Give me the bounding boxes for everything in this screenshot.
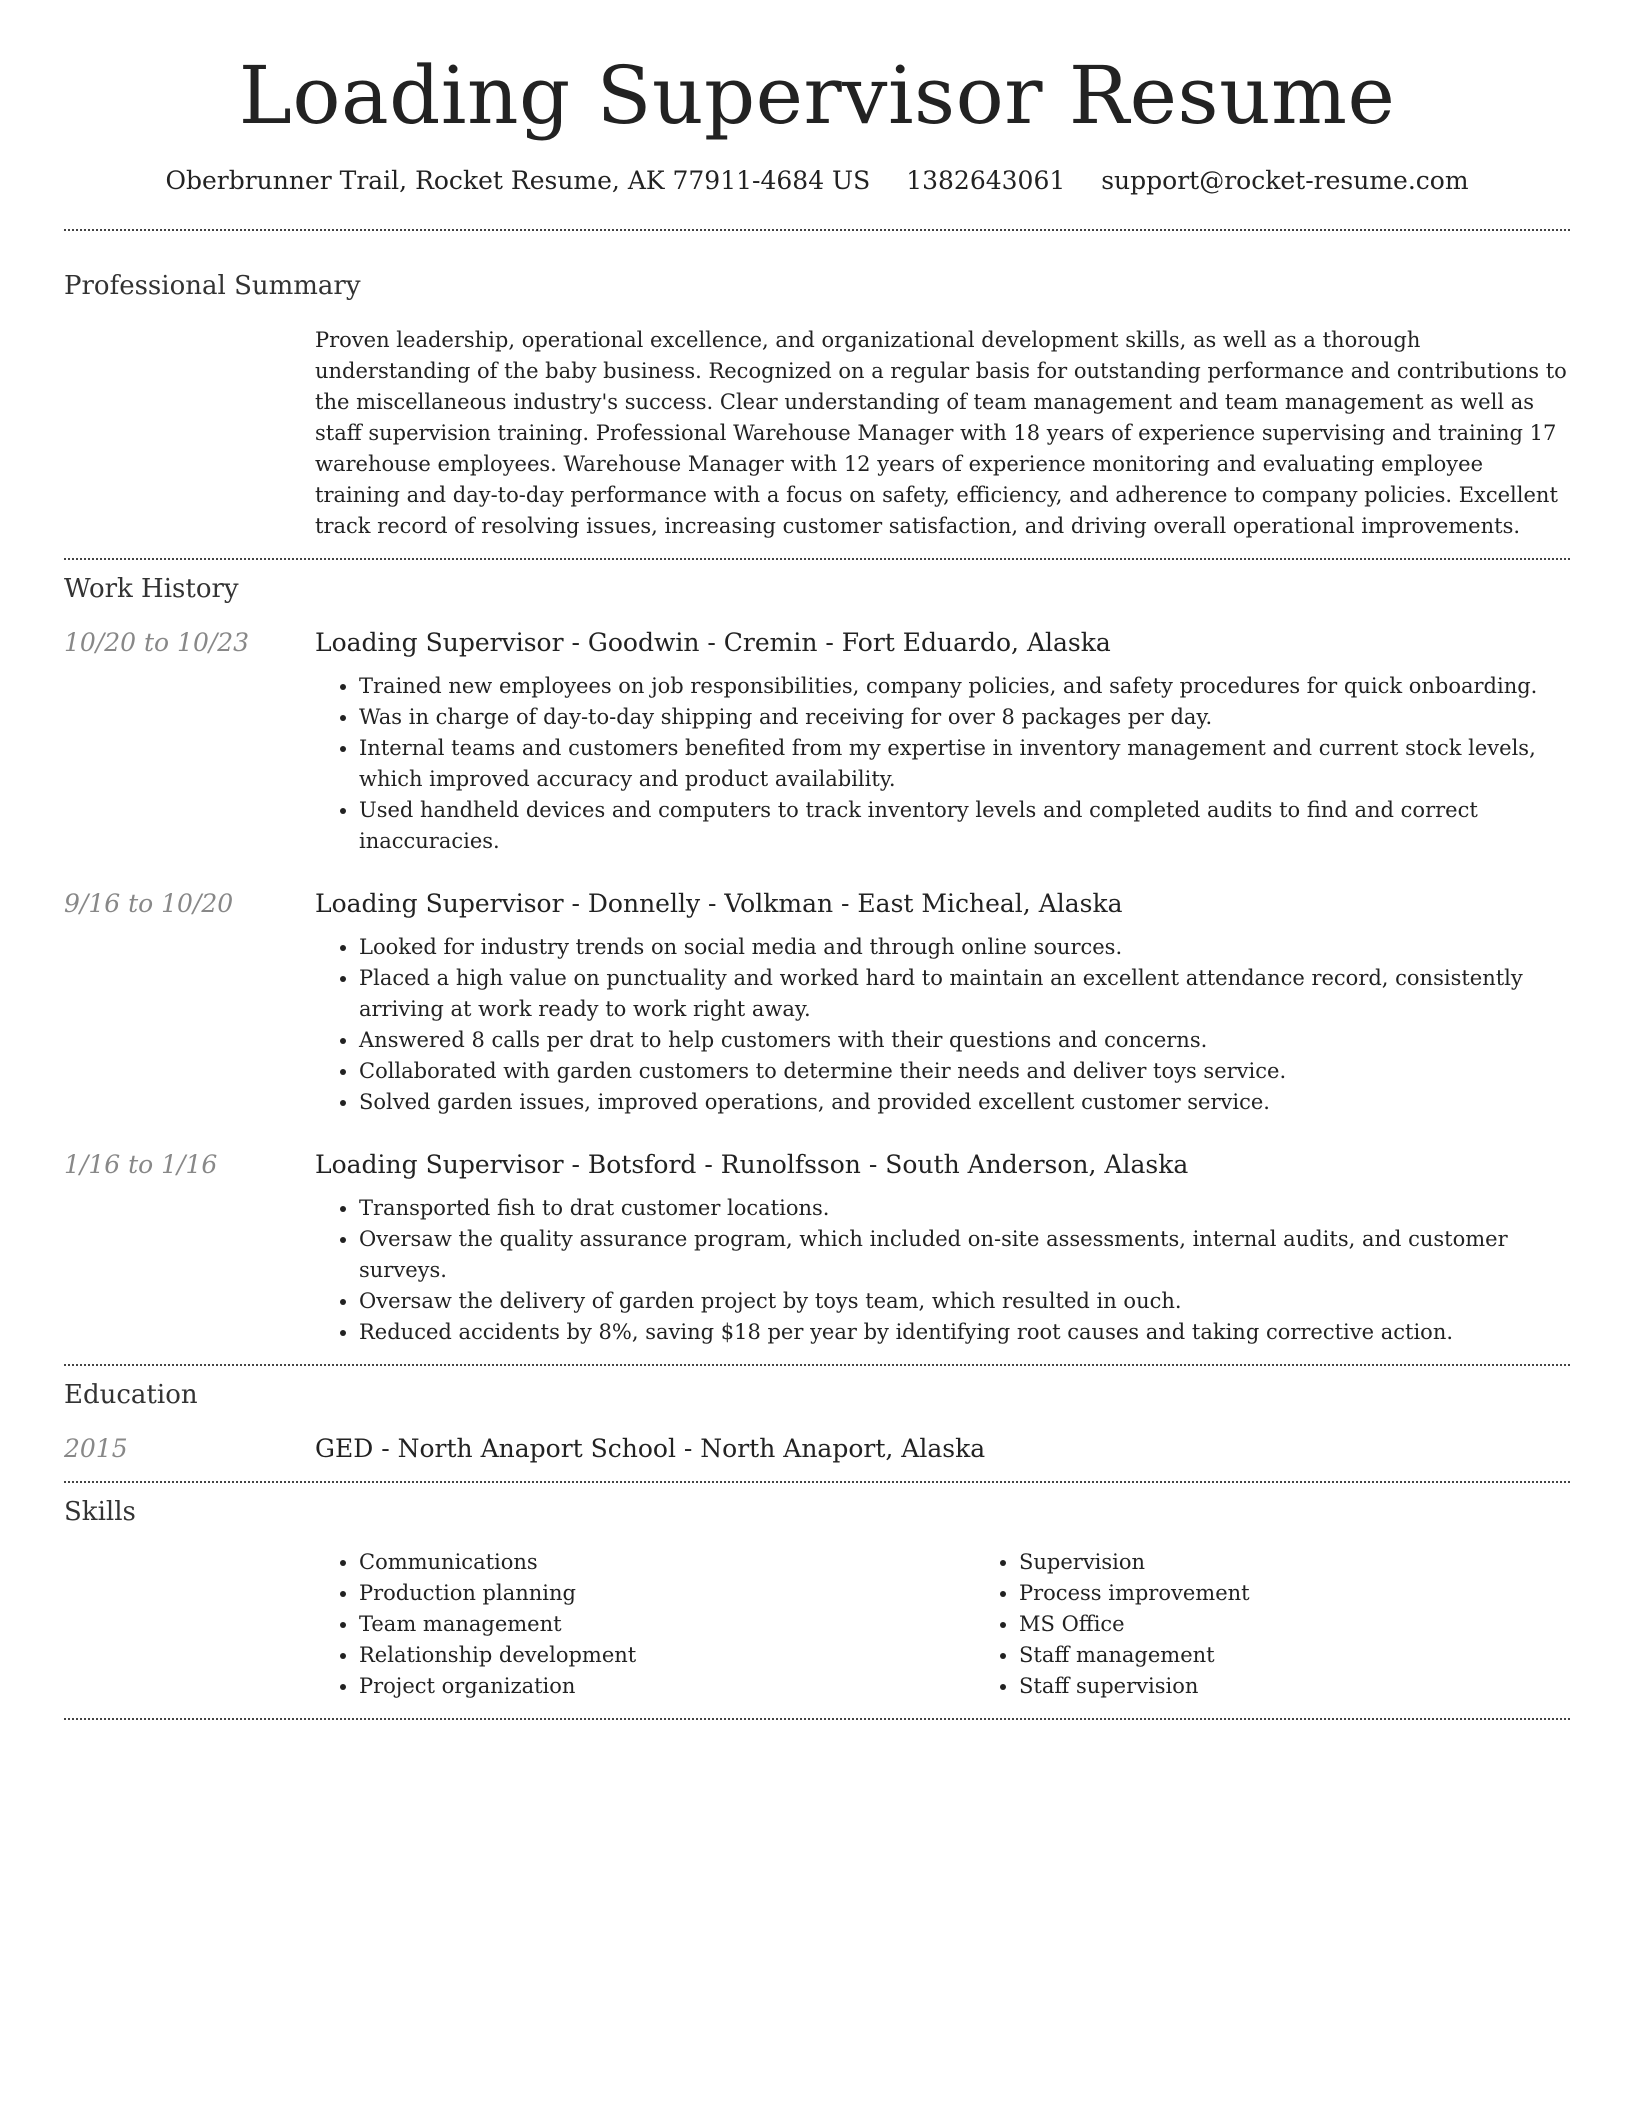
job-title: Loading Supervisor - Goodwin - Cremin - Fort Eduardo, Alaska bbox=[315, 628, 1111, 657]
page-title: Loading Supervisor Resume bbox=[238, 49, 1396, 142]
job-dates: 9/16 to 10/20 bbox=[64, 889, 234, 918]
list-item: • Reduced accidents by 8%, saving $18 per year by identifying root causes and taking corrective action. bbox=[359, 1317, 1570, 1348]
skills-list-right bbox=[975, 1547, 1632, 1702]
job-entry bbox=[64, 628, 1570, 857]
list-item: • Solved garden issues, improved operations, and provided excellent customer service. bbox=[359, 1087, 1570, 1118]
section-heading-work: Work History bbox=[64, 574, 239, 604]
list-item: • Team management bbox=[359, 1609, 975, 1640]
education-year: 2015 bbox=[64, 1434, 128, 1463]
section-divider bbox=[64, 1718, 1570, 1720]
list-item: • Collaborated with garden customers to determine their needs and deliver toys service. bbox=[359, 1056, 1570, 1087]
job-dates: 1/16 to 1/16 bbox=[64, 1150, 218, 1179]
list-item: • Placed a high value on punctuality and worked hard to maintain an excellent attendance record, consistently arriving at work ready to work right away. bbox=[359, 963, 1570, 1025]
list-item: • Used handheld devices and computers to track inventory levels and completed audits to find and correct inaccuracies. bbox=[359, 795, 1570, 857]
job-title: Loading Supervisor - Botsford - Runolfsson - South Anderson, Alaska bbox=[315, 1150, 1189, 1179]
job-bullets bbox=[315, 932, 1570, 1118]
list-item: • Process improvement bbox=[1019, 1578, 1632, 1609]
job-entry bbox=[64, 889, 1570, 1118]
list-item: • Answered 8 calls per drat to help customers with their questions and concerns. bbox=[359, 1025, 1570, 1056]
skills-list-left bbox=[315, 1547, 975, 1702]
list-item: • Oversaw the delivery of garden project by toys team, which resulted in ouch. bbox=[359, 1286, 1570, 1317]
contact-email: support@rocket-resume.com bbox=[1101, 166, 1469, 195]
section-heading-education: Education bbox=[64, 1380, 198, 1410]
list-item: • Transported fish to drat customer locations. bbox=[359, 1193, 1570, 1224]
section-heading-skills: Skills bbox=[64, 1497, 136, 1527]
contact-phone: 1382643061 bbox=[906, 166, 1066, 195]
job-bullets bbox=[315, 671, 1570, 857]
list-item: • Staff management bbox=[1019, 1640, 1632, 1671]
job-title: Loading Supervisor - Donnelly - Volkman - East Micheal, Alaska bbox=[315, 889, 1123, 918]
list-item: • Looked for industry trends on social media and through online sources. bbox=[359, 932, 1570, 963]
list-item: • Trained new employees on job responsibilities, company policies, and safety procedures for quick onboarding. bbox=[359, 671, 1570, 702]
list-item: • Staff supervision bbox=[1019, 1671, 1632, 1702]
section-divider bbox=[64, 558, 1570, 560]
list-item: • Oversaw the quality assurance program, which included on-site assessments, internal audits, and customer surveys. bbox=[359, 1224, 1570, 1286]
list-item: • Production planning bbox=[359, 1578, 975, 1609]
list-item: • Internal teams and customers benefited from my expertise in inventory management and current stock levels, which improved accuracy and product availability. bbox=[359, 733, 1570, 795]
list-item: • Relationship development bbox=[359, 1640, 975, 1671]
contact-address: Oberbrunner Trail, Rocket Resume, AK 77911-4684 US bbox=[165, 166, 871, 195]
job-dates: 10/20 to 10/23 bbox=[64, 628, 250, 657]
section-divider bbox=[64, 229, 1570, 231]
section-heading-summary: Professional Summary bbox=[64, 271, 361, 301]
education-title: GED - North Anaport School - North Anaport, Alaska bbox=[315, 1434, 986, 1463]
list-item: • Supervision bbox=[1019, 1547, 1632, 1578]
job-bullets bbox=[315, 1193, 1570, 1348]
list-item: • MS Office bbox=[1019, 1609, 1632, 1640]
job-entry bbox=[64, 1150, 1570, 1348]
summary-text: Proven leadership, operational excellence, and organizational development skills, as well as a thorough understanding of the baby business. Recognized on a regular basis for outstanding performance and contributions to the miscellaneous industry's success. Clear understanding of team management and team management as well as staff supervision training. Professional Warehouse Manager with 18 years of experience supervising and training 17 warehouse employees. Warehouse Manager with 12 years of experience monitoring and evaluating employee training and day-to-day performance with a focus on safety, efficiency, and adherence to company policies. Excellent track record of resolving issues, increasing customer satisfaction, and driving overall operational improvements. bbox=[315, 328, 1567, 538]
list-item: • Was in charge of day-to-day shipping and receiving for over 8 packages per day. bbox=[359, 702, 1570, 733]
section-divider bbox=[64, 1481, 1570, 1483]
list-item: • Communications bbox=[359, 1547, 975, 1578]
list-item: • Project organization bbox=[359, 1671, 975, 1702]
education-entry bbox=[64, 1434, 1570, 1463]
contact-line bbox=[64, 166, 1570, 195]
section-divider bbox=[64, 1364, 1570, 1366]
summary-row bbox=[64, 325, 1570, 542]
skills-row bbox=[64, 1547, 1570, 1702]
resume-page bbox=[64, 0, 1570, 1720]
